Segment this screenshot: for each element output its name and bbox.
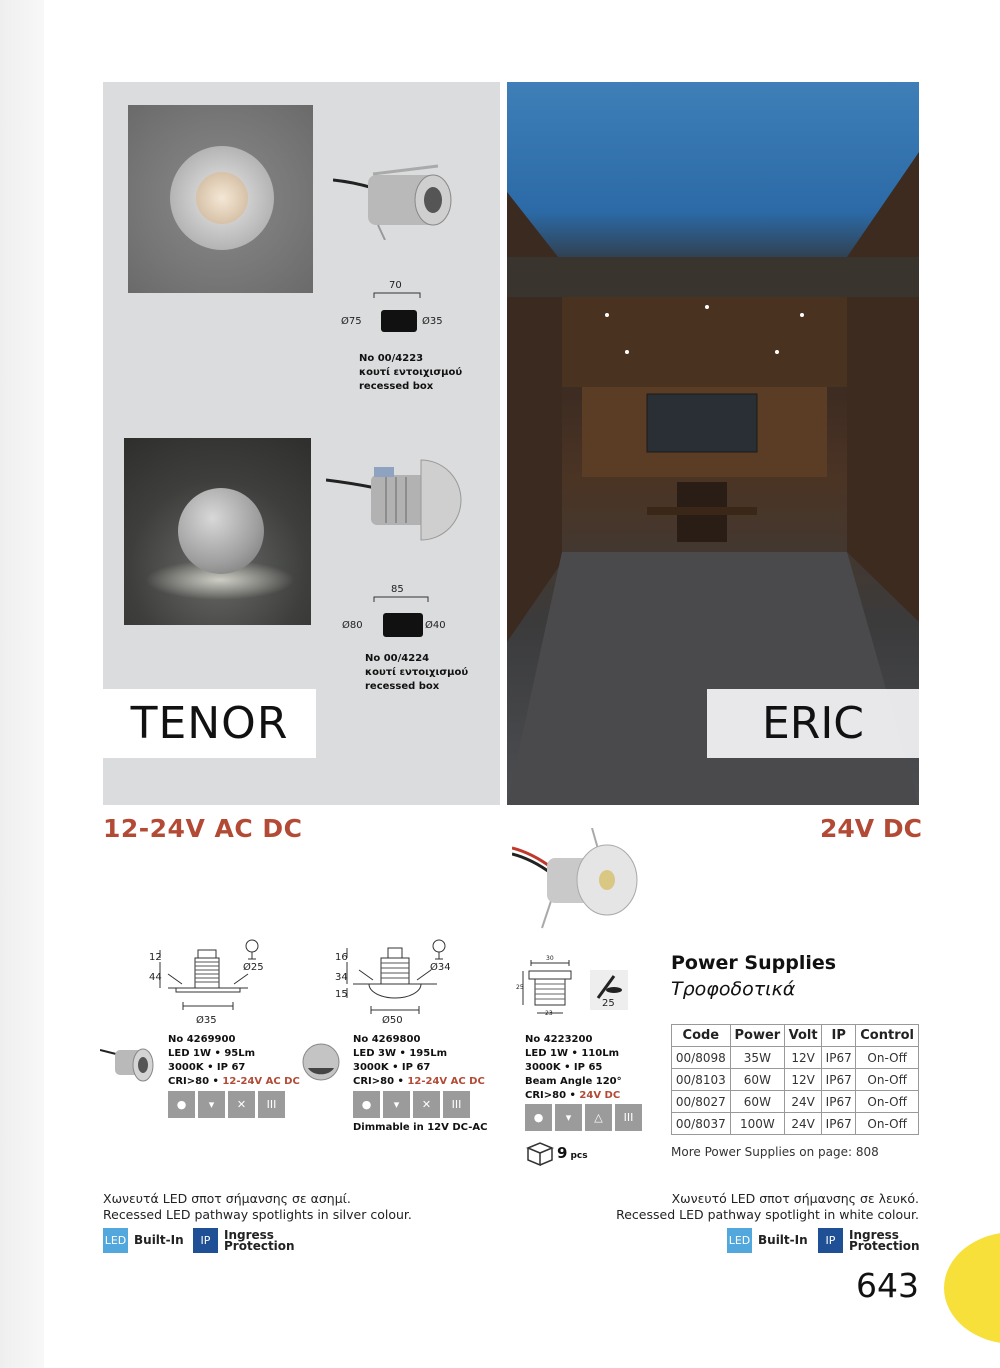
variant1-product-image	[100, 1040, 160, 1090]
col-power: Power	[730, 1025, 784, 1047]
table-row: 00/8098 35W 12V IP67 On-Off	[672, 1047, 919, 1069]
ip-protection-badge: IP Ingress Protection	[193, 1228, 295, 1253]
class-iii-icon: III	[615, 1104, 642, 1131]
eric-cutout: 25	[602, 998, 615, 1009]
led-builtin-badge: LED Built-In	[103, 1228, 184, 1253]
ip-icon: IP	[818, 1228, 843, 1253]
box2-length-line	[372, 596, 430, 604]
variant2-cutout: Ø34	[430, 962, 451, 973]
eric-pcs: 9 pcs	[557, 1144, 588, 1162]
package-icon	[525, 1140, 555, 1166]
recessed-ceiling-icon: ●	[353, 1091, 380, 1118]
no-cover-icon: ✕	[413, 1091, 440, 1118]
variant2-icons	[353, 1091, 470, 1118]
box1-length: 70	[389, 280, 402, 291]
box1-length-line	[372, 292, 422, 300]
eric-description: Χωνευτό LED σποτ σήμανσης σε λευκό. Recessed LED pathway spotlight in white colour.	[616, 1191, 919, 1222]
col-ip: IP	[822, 1025, 856, 1047]
page-edge	[0, 0, 44, 1368]
recessed-floor-icon: ▾	[555, 1104, 582, 1131]
recessed-box-1-image	[381, 310, 417, 332]
eric-spec: No 4223200 LED 1W • 110Lm 3000K • IP 65 Beam Angle 120° CRI>80 • 24V DC	[525, 1034, 622, 1101]
eric-voltage: 24V DC	[820, 814, 922, 843]
table-row: 00/8103 60W 12V IP67 On-Off	[672, 1069, 919, 1091]
tenor-product-1-image	[333, 160, 453, 240]
eric-dim-top: 30	[546, 955, 554, 962]
variant1-icons	[168, 1091, 285, 1118]
corner-tab	[944, 1232, 1000, 1344]
recessed-floor-icon: ▾	[198, 1091, 225, 1118]
table-header-row	[672, 1025, 919, 1047]
class-iii-icon: III	[443, 1091, 470, 1118]
variant2-diameter: Ø50	[382, 1015, 403, 1026]
led-icon: LED	[103, 1228, 128, 1253]
recessed-box-2-image	[383, 613, 423, 637]
tenor-title: TENOR	[103, 689, 316, 758]
power-supplies-title: Power Supplies	[671, 952, 837, 974]
variant1-dim-top: 12	[149, 952, 162, 963]
warning-icon: △	[585, 1104, 612, 1131]
cutout-icon	[244, 939, 260, 961]
no-cover-icon: ✕	[228, 1091, 255, 1118]
box2-dia-inner: Ø40	[425, 620, 446, 631]
variant2-dim-mid: 34	[335, 972, 348, 983]
col-control: Control	[856, 1025, 919, 1047]
tenor-dome-fixture-image	[178, 488, 264, 574]
variant2-dim-bottom: 15	[335, 989, 348, 1000]
table-row: 00/8027 60W 24V IP67 On-Off	[672, 1091, 919, 1113]
variant2-note: Dimmable in 12V DC-AC	[353, 1122, 488, 1133]
box2-label: No 00/4224 κουτί εντοιχισμού recessed box	[365, 653, 469, 692]
col-volt: Volt	[785, 1025, 822, 1047]
ip-icon: IP	[193, 1228, 218, 1253]
variant1-dim-bottom: 44	[149, 972, 162, 983]
tenor-product-2-image	[326, 455, 466, 545]
box1-dia-inner: Ø35	[422, 316, 443, 327]
led-builtin-badge: LED Built-In	[727, 1228, 808, 1253]
table-row: 00/8037 100W 24V IP67 On-Off	[672, 1113, 919, 1135]
variant1-cutout: Ø25	[243, 962, 264, 973]
class-iii-icon: III	[258, 1091, 285, 1118]
eric-title: ERIC	[707, 689, 919, 758]
recessed-ceiling-icon: ●	[525, 1104, 552, 1131]
recessed-floor-icon: ▾	[383, 1091, 410, 1118]
tenor-fixture-image	[170, 146, 274, 250]
eric-dim-side: 25	[516, 984, 524, 991]
eric-dim-bottom: 23	[545, 1010, 553, 1017]
box1-label: No 00/4223 κουτί εντοιχισμού recessed box	[359, 353, 463, 392]
variant2-dim-top: 16	[335, 952, 348, 963]
power-supplies-table	[671, 1024, 919, 1135]
page-number: 643	[856, 1266, 919, 1305]
ip-protection-badge: IP Ingress Protection	[818, 1228, 920, 1253]
variant2-product-image	[298, 1040, 344, 1086]
tenor-description: Χωνευτά LED σποτ σήμανσης σε ασημί. Recessed LED pathway spotlights in silver colour.	[103, 1191, 412, 1222]
eric-product-image	[512, 828, 642, 938]
led-icon: LED	[727, 1228, 752, 1253]
cutout-icon	[431, 939, 447, 961]
tenor-voltage: 12-24V AC DC	[103, 814, 303, 843]
box1-dia-outer: Ø75	[341, 316, 362, 327]
box2-dia-outer: Ø80	[342, 620, 363, 631]
variant1-spec: No 4269900 LED 1W • 95Lm 3000K • IP 67 CRI>80 • 12-24V AC DC	[168, 1034, 300, 1087]
col-code: Code	[672, 1025, 731, 1047]
power-supplies-subtitle: Τροφοδοτικά	[671, 978, 796, 1000]
box2-length: 85	[391, 584, 404, 595]
variant1-diameter: Ø35	[196, 1015, 217, 1026]
power-supplies-more-link: More Power Supplies on page: 808	[671, 1145, 879, 1159]
variant2-spec: No 4269800 LED 3W • 195Lm 3000K • IP 67 CRI>80 • 12-24V AC DC	[353, 1034, 485, 1087]
recessed-ceiling-icon: ●	[168, 1091, 195, 1118]
eric-icons	[525, 1104, 642, 1131]
